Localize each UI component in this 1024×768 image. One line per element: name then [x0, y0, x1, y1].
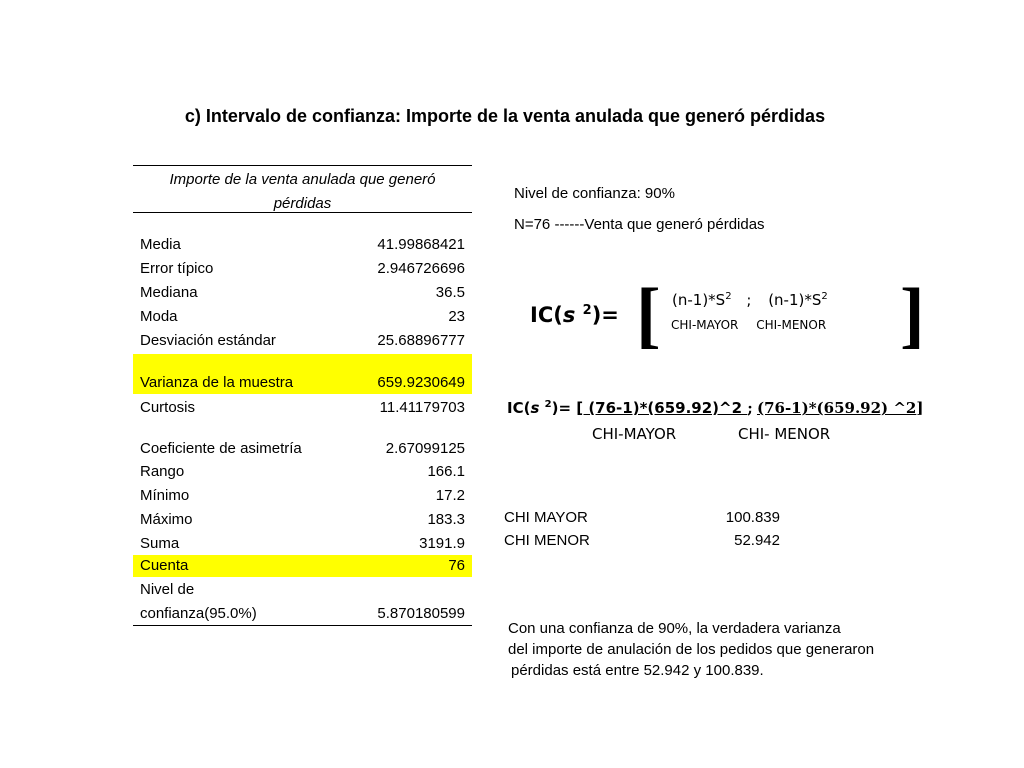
- table-header-line1: Importe de la venta anulada que generó: [169, 171, 436, 188]
- row-label: Mínimo: [140, 487, 190, 504]
- substitution-label-mayor: CHI-MAYOR: [592, 425, 677, 443]
- row-value: 183.3: [427, 511, 465, 528]
- row-value: 17.2: [435, 487, 465, 504]
- conclusion-text: Con una confianza de 90%, la verdadera varianza del importe de anulación de los pedidos que generaron pérdidas está entre 52.942 y 100.839.: [508, 620, 875, 679]
- table-top-rule: [133, 165, 472, 166]
- row-label: Suma: [140, 535, 180, 552]
- row-value: 76: [448, 557, 465, 574]
- row-value: 5.870180599: [377, 605, 465, 622]
- row-label: Media: [140, 236, 181, 253]
- table-row-highlighted: [133, 555, 472, 577]
- page-title: c) Intervalo de confianza: Importe de la venta anulada que generó pérdidas: [184, 106, 826, 126]
- row-label: Curtosis: [140, 399, 196, 416]
- formula-numerators: $(n-1)*S^2$ ; $(n-1)*S^2$: [672, 291, 828, 309]
- row-label: Varianza de la muestra: [140, 374, 294, 391]
- denominator-mayor: CHI-MAYOR: [671, 318, 739, 332]
- numerator-menor: $(n-1)*S^2$: [768, 291, 828, 309]
- row-value: 2.946726696: [377, 260, 465, 277]
- row-value: 166.1: [427, 463, 465, 480]
- table-header-line2: pérdidas: [273, 195, 332, 212]
- row-value: 11.41179703: [379, 399, 465, 416]
- row-label: Coeficiente de asimetría: [140, 440, 302, 457]
- chi-mayor-value: 100.839: [725, 509, 780, 526]
- denominator-menor: CHI-MENOR: [756, 318, 827, 332]
- row-value: 2.67099125: [385, 440, 465, 457]
- row-label: Rango: [140, 463, 185, 480]
- confidence-level: Nivel de confianza: 90%: [514, 185, 675, 202]
- chi-menor-value: 52.942: [734, 532, 780, 549]
- formula-ic: IC(s $^2$)=: [530, 303, 619, 327]
- sample-size: N=76 ------Venta que generó pérdidas: [514, 216, 765, 233]
- row-value: 3191.9: [419, 535, 465, 552]
- row-value: 41.99868421: [377, 236, 465, 253]
- row-label: Moda: [140, 308, 178, 325]
- row-label: Desviación estándar: [140, 332, 276, 349]
- row-label: Cuenta: [140, 557, 189, 574]
- chi-menor-label: CHI MENOR: [504, 532, 590, 549]
- table-bottom-rule: [133, 625, 472, 626]
- substitution-formula: IC(s $^2$)= [ (76-1)*(659.92)^2 ; (76-1)*(659.92) ^2]: [507, 399, 924, 417]
- row-value: 25.68896777: [377, 332, 465, 349]
- row-value: 23: [448, 308, 465, 325]
- open-bracket: [: [636, 274, 661, 356]
- table-header-rule: [133, 212, 472, 213]
- numerator-mayor: $(n-1)*S^2$: [672, 291, 732, 309]
- chi-mayor-label: CHI MAYOR: [504, 509, 588, 526]
- row-label: Nivel de: [140, 581, 195, 598]
- table-header: [133, 168, 472, 216]
- row-label: Máximo: [140, 511, 193, 528]
- row-label: Mediana: [140, 284, 198, 301]
- row-label: confianza(95.0%): [140, 605, 257, 622]
- table-row-highlighted: [133, 354, 472, 394]
- row-value: 36.5: [435, 284, 465, 301]
- row-label: Error típico: [140, 260, 214, 277]
- substitution-label-menor: CHI- MENOR: [738, 425, 831, 443]
- formula-denominators: [671, 318, 826, 332]
- row-value: 659.9230649: [377, 374, 465, 391]
- close-bracket: ]: [900, 274, 925, 356]
